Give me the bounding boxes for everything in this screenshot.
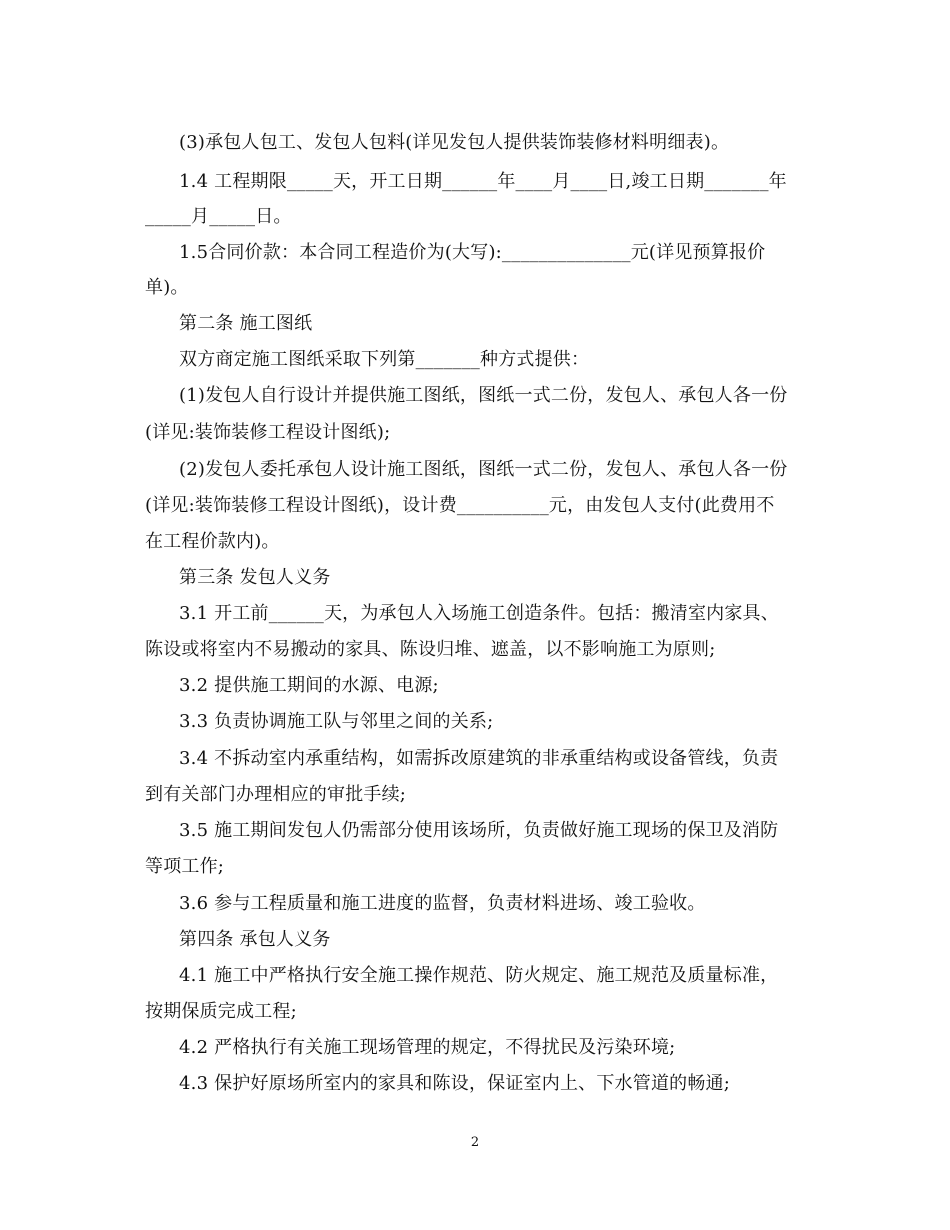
paragraph-line: 到有关部门办理相应的审批手续;	[145, 784, 407, 805]
paragraph-line: 1.5合同价款：本合同工程造价为(大写):______________元(详见预算报价	[179, 242, 766, 263]
paragraph-line: (3)承包人包工、发包人包料(详见发包人提供装饰装修材料明细表)。	[179, 132, 730, 153]
section-heading: 第四条 承包人义务	[179, 929, 331, 950]
paragraph-line: (详见:装饰装修工程设计图纸)，设计费__________元，由发包人支付(此费用不	[145, 495, 775, 516]
paragraph-line: 3.3 负责协调施工队与邻里之间的关系;	[179, 711, 494, 732]
page-number: 2	[470, 1135, 480, 1150]
paragraph-line: 3.5 施工期间发包人仍需部分使用该场所，负责做好施工现场的保卫及消防	[179, 820, 779, 841]
paragraph-line: 3.1 开工前______天，为承包人入场施工创造条件。包括：搬清室内家具、	[179, 603, 779, 624]
paragraph-line: 1.4 工程期限_____天，开工日期______年____月____日,竣工日期_______年	[179, 171, 787, 192]
paragraph-line: 等项工作;	[145, 856, 225, 877]
paragraph-line: 陈设或将室内不易搬动的家具、陈设归堆、遮盖，以不影响施工为原则;	[145, 639, 716, 660]
paragraph-line: 按期保质完成工程;	[145, 1001, 297, 1022]
paragraph-line: 4.3 保护好原场所室内的家具和陈设，保证室内上、下水管道的畅通;	[179, 1073, 731, 1094]
paragraph-line: 3.2 提供施工期间的水源、电源;	[179, 675, 439, 696]
paragraph-line: 在工程价款内)。	[145, 531, 280, 552]
paragraph-line: _____月_____日。	[145, 206, 292, 227]
section-heading: 第三条 发包人义务	[179, 567, 331, 588]
paragraph-line: 3.6 参与工程质量和施工进度的监督，负责材料进场、竣工验收。	[179, 893, 706, 914]
paragraph-line: 单)。	[145, 277, 189, 298]
paragraph-line: 4.1 施工中严格执行安全施工操作规范、防火规定、施工规范及质量标准，	[179, 965, 779, 986]
paragraph-line: (2)发包人委托承包人设计施工图纸，图纸一式二份，发包人、承包人各一份	[179, 459, 788, 480]
paragraph-line: 4.2 严格执行有关施工现场管理的规定，不得扰民及污染环境;	[179, 1037, 676, 1058]
paragraph-line: (详见:装饰装修工程设计图纸);	[145, 422, 391, 443]
paragraph-line: 3.4 不拆动室内承重结构，如需拆改原建筑的非承重结构或设备管线，负责	[179, 748, 779, 769]
paragraph-line: (1)发包人自行设计并提供施工图纸，图纸一式二份，发包人、承包人各一份	[179, 385, 788, 406]
section-heading: 第二条 施工图纸	[179, 313, 313, 334]
paragraph-line: 双方商定施工图纸采取下列第_______种方式提供：	[179, 349, 590, 370]
